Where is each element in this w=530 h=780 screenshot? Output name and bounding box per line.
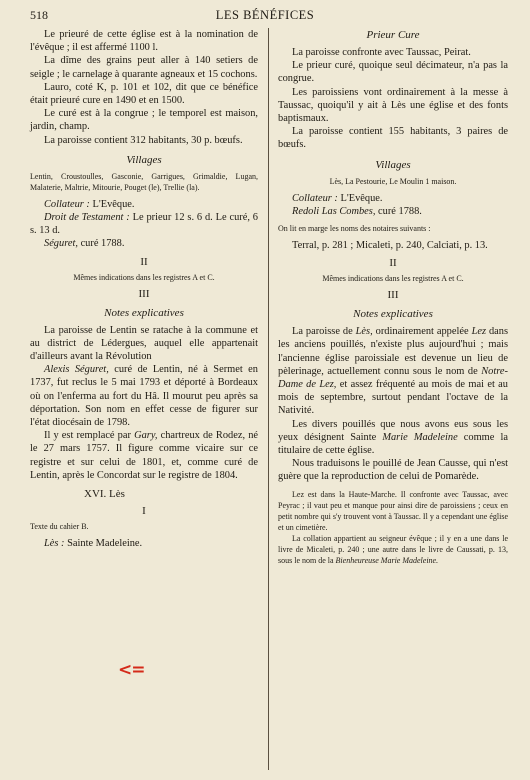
column-divider — [268, 28, 269, 770]
paragraph: La paroisse contient 312 habitants, 30 p. bœufs. — [44, 134, 243, 146]
note-paragraph: La paroisse de Lentin se ratache à la commune et au district de Lédergues, auquel elle appartenait d'ailleurs avant la Révolution — [30, 324, 258, 363]
paragraph: Le prieuré de cette église est à la nomination de l'évêque ; il est affermé 1100 l. — [30, 29, 258, 54]
note-paragraph: Il y est remplacé par Gary, chartreux de Rodez, né le 27 mars 1757. Il figure comme vicaire sur ce registre et sur celui de 1801, et, comme curé de Lentin, après le Concordat sur le registre de 1804. — [30, 430, 258, 481]
section-title: XVI. Lès — [84, 488, 125, 501]
paragraph: La paroisse contient 155 habitants, 3 paires de bœufs. — [278, 126, 508, 151]
running-head: LES BÉNÉFICES — [215, 8, 315, 22]
section-numeral: I — [142, 505, 146, 518]
titulaire-line: Lès : Sainte Madeleine. — [44, 538, 143, 550]
paragraph: La paroisse confronte avec Taussac, Peirat. — [292, 47, 471, 58]
marge-note: On lit en marge les noms des notaires suivants : — [278, 224, 431, 234]
droit-line: Droit de Testament : Le prieur 12 s. 6 d. Le curé, 6 s. 13 d. — [30, 212, 258, 237]
section-numeral: II — [389, 257, 397, 270]
left-column — [30, 28, 258, 550]
section-numeral: III — [138, 287, 150, 300]
paragraph: La dîme des grains peut aller à 140 setiers de seigle ; le carnelage à quarante agneaux et 15 cochons. — [30, 55, 258, 80]
red-arrow-annotation: <= — [118, 660, 145, 680]
villages-list: Lentin, Croustoulles, Gasconie, Garrigues, Grimaldie, Lugan, Malaterie, Maltrie, Mitourie, Pouget (le), Trellie (la). — [30, 171, 258, 192]
villages-heading: Villages — [126, 153, 162, 166]
page-number: 518 — [30, 8, 48, 22]
notaires-list: Terral, p. 281 ; Micaleti, p. 240, Calciati, p. 13. — [292, 240, 488, 252]
prieur-cure-heading: Prieur Cure — [366, 29, 420, 41]
translation-paragraph: La collation appartient au seigneur évêque ; il y en a une dans le livre de Micaleti, p. 240 ; une autre dans le livre de Caussati, p. 13, sous le nom de la Bienheureuse Marie Madeleine. — [278, 533, 508, 565]
paragraph: Les paroissiens vont ordinairement à la messe à Taussac, quoiqu'il y ait à Lès une église et des fonts baptismaux. — [278, 86, 508, 125]
villages-list: Lès, La Pestourie, Le Moulin 1 maison. — [329, 176, 457, 186]
seguret-line: Séguret, curé 1788. — [44, 238, 125, 250]
note-paragraph: Les divers pouillés que nous avons eus sous les yeux désignent Sainte Marie Madeleine comme la titulaire de cette église. — [278, 418, 508, 457]
paragraph: Lauro, coté K, p. 101 et 102, dit que ce bénéfice était prieuré cure en 1490 et en 1500. — [30, 81, 258, 107]
page-header — [0, 8, 530, 26]
section-numeral: III — [387, 289, 399, 302]
note-paragraph: Nous traduisons le pouillé de Jean Causse, qui n'est guère que la reproduction de celui de Pomarède. — [278, 458, 508, 483]
redoli-line: Redoli Las Combes, curé 1788. — [292, 205, 422, 217]
villages-heading: Villages — [375, 158, 411, 171]
right-column — [278, 28, 508, 566]
paragraph: Le curé est à la congrue ; le temporel est maison, jardin, champ. — [30, 108, 258, 133]
note-paragraph: Alexis Séguret, curé de Lentin, né à Sermet en 1737, fut reclus le 5 mai 1793 et déporté à Bordeaux où on l'enferma au fort du Hâ. Il mourut peu après sa déportation. Son nom en effet cesse de figurer sur l'état diocésain de 1798. — [30, 364, 258, 429]
section-numeral: II — [140, 255, 148, 268]
texte-cahier: Texte du cahier B. — [30, 522, 89, 532]
paragraph: Le prieur curé, quoique seul décimateur, n'a pas la congrue. — [278, 60, 508, 85]
note-paragraph: La paroisse de Lès, ordinairement appelée Lez dans les anciens pouillés, n'existe plus aujourd'hui ; mais l'ancienne église paroissiale est devenue un lieu de pèlerinage, actuellement connu sous le nom de Notre-Dame de Lez, et assez fréquenté au mois de mai et au mois de septembre, surtout pendant l'octave de la Nativité. — [278, 326, 508, 417]
memes-indications: Mêmes indications dans les registres A et C. — [73, 272, 215, 282]
translation-paragraph: Lez est dans la Haute-Marche. Il confronte avec Taussac, avec Peyrac ; il vaut peu et manque pour ainsi dire de paroissiens ; ceux en petit nombre qui s'y trouvent vont à Taussac. Il y a cependant une église et un cimetière. — [278, 489, 509, 532]
notes-heading: Notes explicatives — [353, 308, 433, 321]
collateur-line: Collateur : L'Evêque. — [44, 198, 135, 210]
notes-heading: Notes explicatives — [104, 306, 184, 319]
collateur-line: Collateur : L'Evêque. — [292, 192, 383, 204]
memes-indications: Mêmes indications dans les registres A et C. — [322, 274, 464, 284]
